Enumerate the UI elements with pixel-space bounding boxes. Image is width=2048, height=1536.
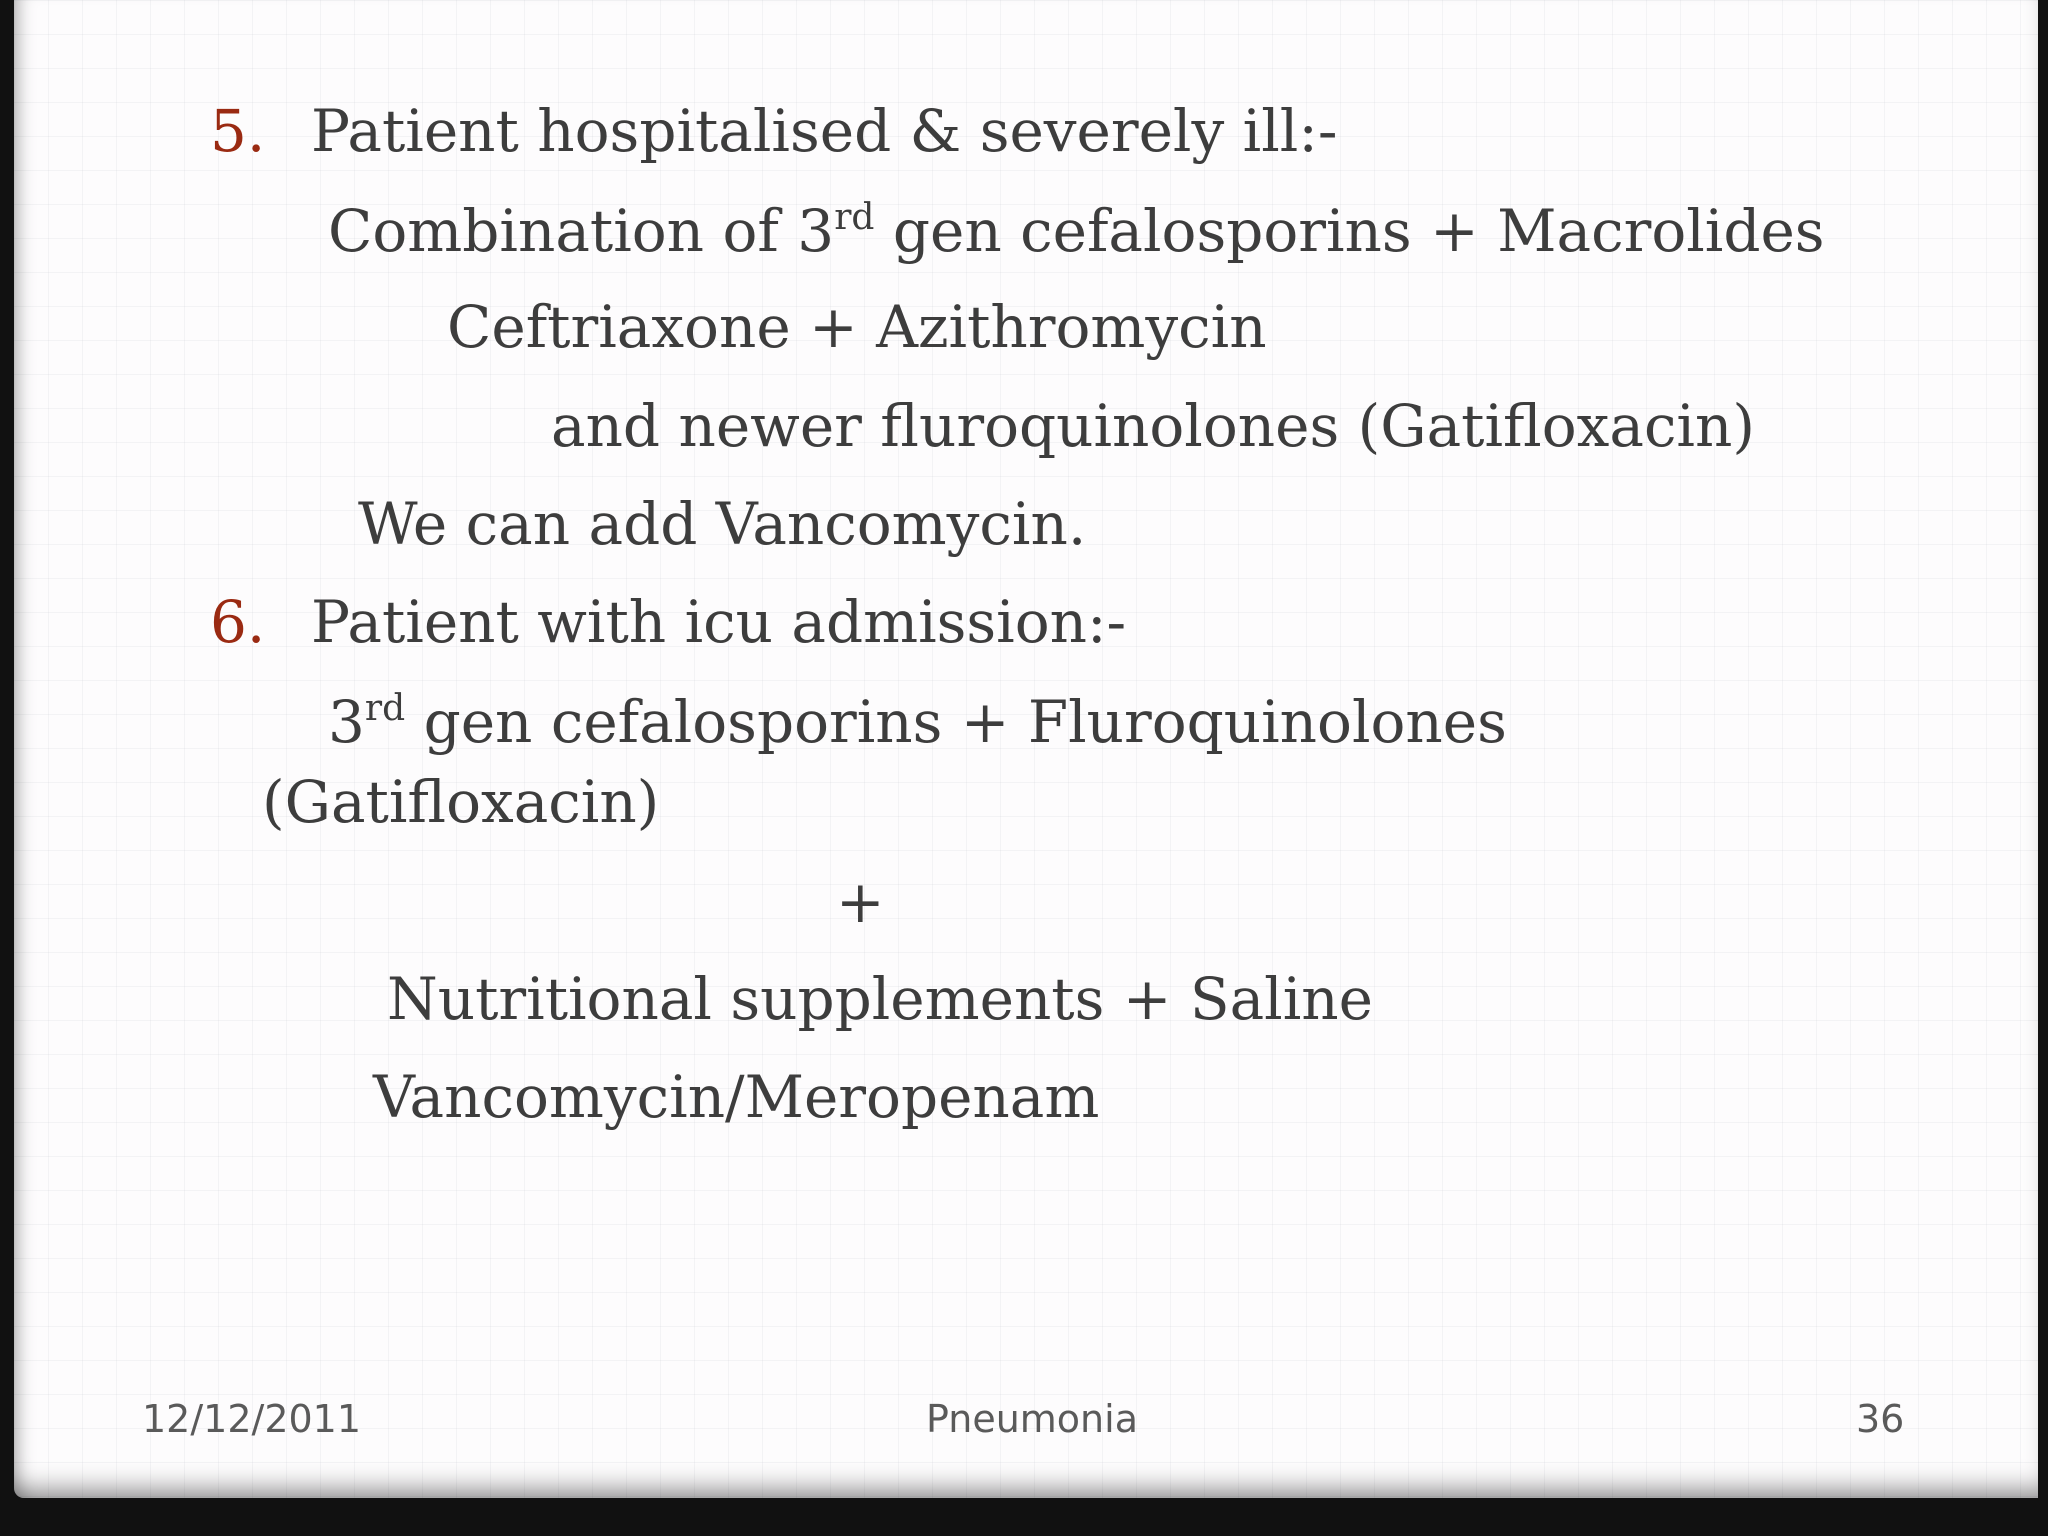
item-6-supplements: Nutritional supplements + Saline [387,965,1373,1033]
item-5-number: 5. [210,97,266,165]
item-6-plus: + [836,868,885,936]
item-6-number: 6. [210,588,266,656]
item-5-drug-pair: Ceftriaxone + Azithromycin [447,293,1267,361]
item-5-heading: Patient hospitalised & severely ill:- [311,97,1338,165]
item-6-combination: 3rd gen cefalosporins + Fluroquinolones [328,688,1507,756]
item-5-combination: Combination of 3rd gen cefalosporins + Macrolides [328,197,1825,265]
item-5-add-vancomycin: We can add Vancomycin. [358,490,1087,558]
item-6-alternatives: Vancomycin/Meropenam [373,1063,1100,1131]
item-6-heading: Patient with icu admission:- [311,588,1127,656]
item-6-gatifloxacin: (Gatifloxacin) [262,768,660,836]
slide [14,0,2038,1498]
footer-date: 12/12/2011 [142,1397,362,1441]
footer-page-number: 36 [1856,1397,1905,1441]
item-5-newer-fluroquinolones: and newer fluroquinolones (Gatifloxacin) [551,392,1755,460]
footer-title: Pneumonia [926,1397,1138,1441]
